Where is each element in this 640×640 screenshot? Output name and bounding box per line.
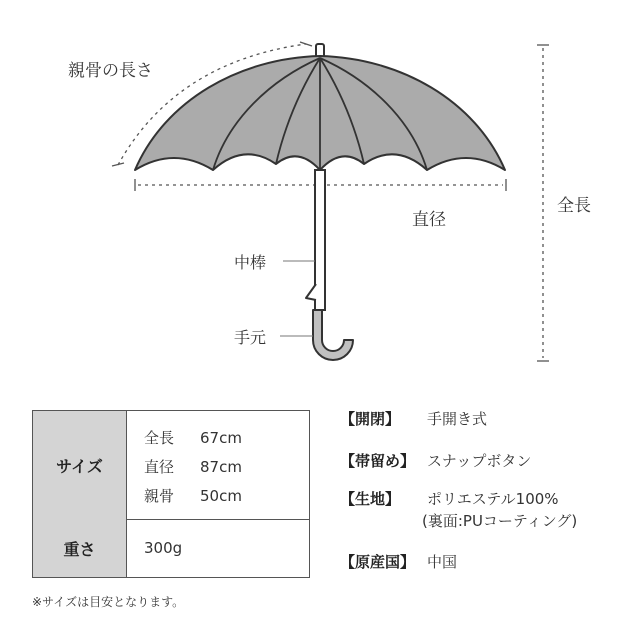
spec-key: 【開閉】 (340, 410, 401, 428)
rib-length-label: 親骨の長さ (68, 61, 153, 81)
handle-outline (313, 310, 353, 360)
size-label: 直径 (144, 458, 175, 476)
spec-value: 手開き式 (427, 410, 488, 428)
size-line-diameter (144, 456, 242, 477)
weight-header: 重さ (33, 519, 127, 577)
handle-label: 手元 (234, 328, 267, 347)
size-value: 67cm (200, 429, 242, 447)
diameter-label: 直径 (412, 210, 446, 230)
spec-key: 【帯留め】 (340, 452, 416, 470)
size-note: ※サイズは目安となります。 (32, 595, 185, 609)
size-table (32, 410, 310, 578)
size-row (33, 411, 309, 520)
size-label: 親骨 (144, 487, 175, 505)
weight-value: 300g (144, 539, 183, 557)
center-pole (315, 170, 325, 310)
size-label: 全長 (144, 429, 175, 447)
spec-value: ポリエステル100% (427, 490, 559, 508)
spec-key: 【原産国】 (340, 553, 416, 571)
size-values (126, 411, 309, 519)
spec-key: 【生地】 (340, 490, 401, 508)
spec-value: スナップボタン (427, 452, 532, 470)
total-length-label: 全長 (557, 196, 591, 216)
size-header: サイズ (33, 411, 127, 519)
size-line-total (144, 427, 242, 448)
spec-value: 中国 (427, 553, 458, 571)
size-line-rib (144, 485, 242, 506)
runner (306, 284, 316, 300)
size-value: 50cm (200, 487, 242, 505)
size-value: 87cm (200, 458, 242, 476)
weight-row (33, 519, 309, 577)
spec-value-detail: (裏面:PUコーティング) (422, 512, 578, 530)
center-pole-label: 中棒 (234, 253, 267, 272)
